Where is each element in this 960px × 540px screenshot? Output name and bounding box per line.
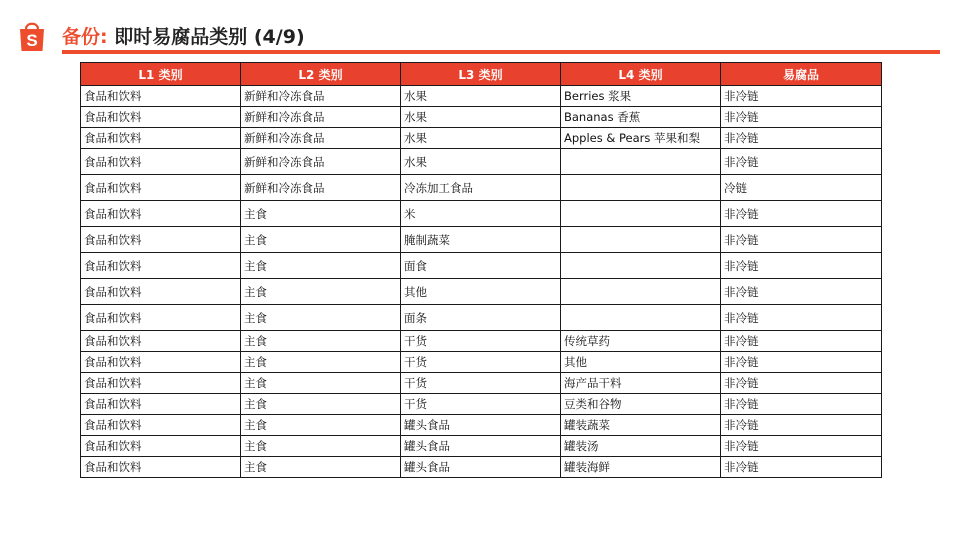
logo-letter: S	[26, 31, 38, 50]
table-cell: 非冷链	[721, 394, 882, 415]
table-cell: 面条	[401, 305, 561, 331]
table-cell: 主食	[241, 305, 401, 331]
table-cell: 其他	[401, 279, 561, 305]
table-cell: 主食	[241, 279, 401, 305]
table-cell: 海产品干料	[561, 373, 721, 394]
title-underline	[62, 50, 940, 54]
table-cell: 罐装汤	[561, 436, 721, 457]
table-row	[81, 394, 882, 415]
table-row	[81, 86, 882, 107]
table-row	[81, 331, 882, 352]
table-cell: 面食	[401, 253, 561, 279]
table-cell: 主食	[241, 436, 401, 457]
table-row	[81, 457, 882, 478]
column-header-l1: L1 类别	[81, 63, 241, 86]
table-row	[81, 107, 882, 128]
table-cell: 冷冻加工食品	[401, 175, 561, 201]
table-cell: 主食	[241, 227, 401, 253]
table-row	[81, 175, 882, 201]
table-cell: 主食	[241, 394, 401, 415]
table-cell: 非冷链	[721, 415, 882, 436]
table-cell: 主食	[241, 415, 401, 436]
table-cell: 非冷链	[721, 373, 882, 394]
table-cell: 食品和饮料	[81, 86, 241, 107]
table-row	[81, 128, 882, 149]
table-cell	[561, 279, 721, 305]
table-cell: 食品和饮料	[81, 415, 241, 436]
table-row	[81, 305, 882, 331]
table-cell: 罐装海鲜	[561, 457, 721, 478]
table-cell: 主食	[241, 352, 401, 373]
table-cell: 食品和饮料	[81, 175, 241, 201]
table-body	[81, 86, 882, 478]
table-cell	[561, 201, 721, 227]
table-row	[81, 279, 882, 305]
table-cell: 非冷链	[721, 149, 882, 175]
table-cell: 罐头食品	[401, 457, 561, 478]
title-page-indicator: (4/9)	[253, 26, 305, 48]
table-cell: 其他	[561, 352, 721, 373]
table-cell: 食品和饮料	[81, 128, 241, 149]
table-cell: 主食	[241, 373, 401, 394]
table-cell: 非冷链	[721, 352, 882, 373]
table-cell: 食品和饮料	[81, 394, 241, 415]
shopee-bag-icon	[18, 19, 46, 53]
table-cell: Bananas 香蕉	[561, 107, 721, 128]
table-row	[81, 352, 882, 373]
table-row	[81, 436, 882, 457]
table-cell: 新鲜和冷冻食品	[241, 107, 401, 128]
table-header-row	[81, 63, 882, 86]
column-header-l3: L3 类别	[401, 63, 561, 86]
table-cell: Berries 浆果	[561, 86, 721, 107]
table-cell: 水果	[401, 149, 561, 175]
table-cell: 食品和饮料	[81, 253, 241, 279]
table-cell: 非冷链	[721, 457, 882, 478]
perishables-category-table	[80, 62, 882, 478]
table-cell: 非冷链	[721, 86, 882, 107]
table-cell: 冷链	[721, 175, 882, 201]
table-cell: 干货	[401, 373, 561, 394]
table-cell: 食品和饮料	[81, 149, 241, 175]
table-cell: 食品和饮料	[81, 107, 241, 128]
table-cell: 罐装蔬菜	[561, 415, 721, 436]
title-text: 即时易腐品类别	[114, 26, 248, 48]
table-row	[81, 373, 882, 394]
column-header-l4: L4 类别	[561, 63, 721, 86]
table-cell: 食品和饮料	[81, 457, 241, 478]
table-cell: 主食	[241, 253, 401, 279]
table-cell: 新鲜和冷冻食品	[241, 175, 401, 201]
table-cell: 主食	[241, 331, 401, 352]
table-cell	[561, 175, 721, 201]
table-cell	[561, 227, 721, 253]
table-cell: 非冷链	[721, 436, 882, 457]
table-cell: Apples & Pears 苹果和梨	[561, 128, 721, 149]
table-cell: 水果	[401, 86, 561, 107]
table-cell: 新鲜和冷冻食品	[241, 86, 401, 107]
page-title	[62, 22, 305, 49]
table-cell	[561, 305, 721, 331]
table-cell: 水果	[401, 128, 561, 149]
table-cell: 水果	[401, 107, 561, 128]
table-cell: 干货	[401, 352, 561, 373]
table-cell: 主食	[241, 457, 401, 478]
table-cell: 主食	[241, 201, 401, 227]
table-row	[81, 253, 882, 279]
table-cell: 干货	[401, 394, 561, 415]
table-cell: 食品和饮料	[81, 352, 241, 373]
table-cell: 食品和饮料	[81, 227, 241, 253]
table-cell: 新鲜和冷冻食品	[241, 149, 401, 175]
table-cell: 非冷链	[721, 253, 882, 279]
table-cell: 食品和饮料	[81, 436, 241, 457]
table-cell	[561, 253, 721, 279]
table-cell: 传统草药	[561, 331, 721, 352]
table-cell: 新鲜和冷冻食品	[241, 128, 401, 149]
table-row	[81, 227, 882, 253]
title-label: 备份:	[62, 26, 108, 48]
table-cell: 非冷链	[721, 331, 882, 352]
table-row	[81, 415, 882, 436]
table-cell: 非冷链	[721, 107, 882, 128]
table-cell: 腌制蔬菜	[401, 227, 561, 253]
table-cell: 非冷链	[721, 128, 882, 149]
table-cell: 豆类和谷物	[561, 394, 721, 415]
table-cell: 罐头食品	[401, 436, 561, 457]
column-header-l2: L2 类别	[241, 63, 401, 86]
table-cell: 干货	[401, 331, 561, 352]
table-row	[81, 149, 882, 175]
table-cell: 食品和饮料	[81, 373, 241, 394]
table-row	[81, 201, 882, 227]
table-cell: 食品和饮料	[81, 331, 241, 352]
table-cell: 非冷链	[721, 201, 882, 227]
column-header-perishable: 易腐品	[721, 63, 882, 86]
table-cell: 罐头食品	[401, 415, 561, 436]
table-cell	[561, 149, 721, 175]
table-cell: 非冷链	[721, 279, 882, 305]
table-cell: 食品和饮料	[81, 305, 241, 331]
table-cell: 米	[401, 201, 561, 227]
table-cell: 食品和饮料	[81, 279, 241, 305]
table-cell: 非冷链	[721, 227, 882, 253]
table-cell: 非冷链	[721, 305, 882, 331]
table-cell: 食品和饮料	[81, 201, 241, 227]
